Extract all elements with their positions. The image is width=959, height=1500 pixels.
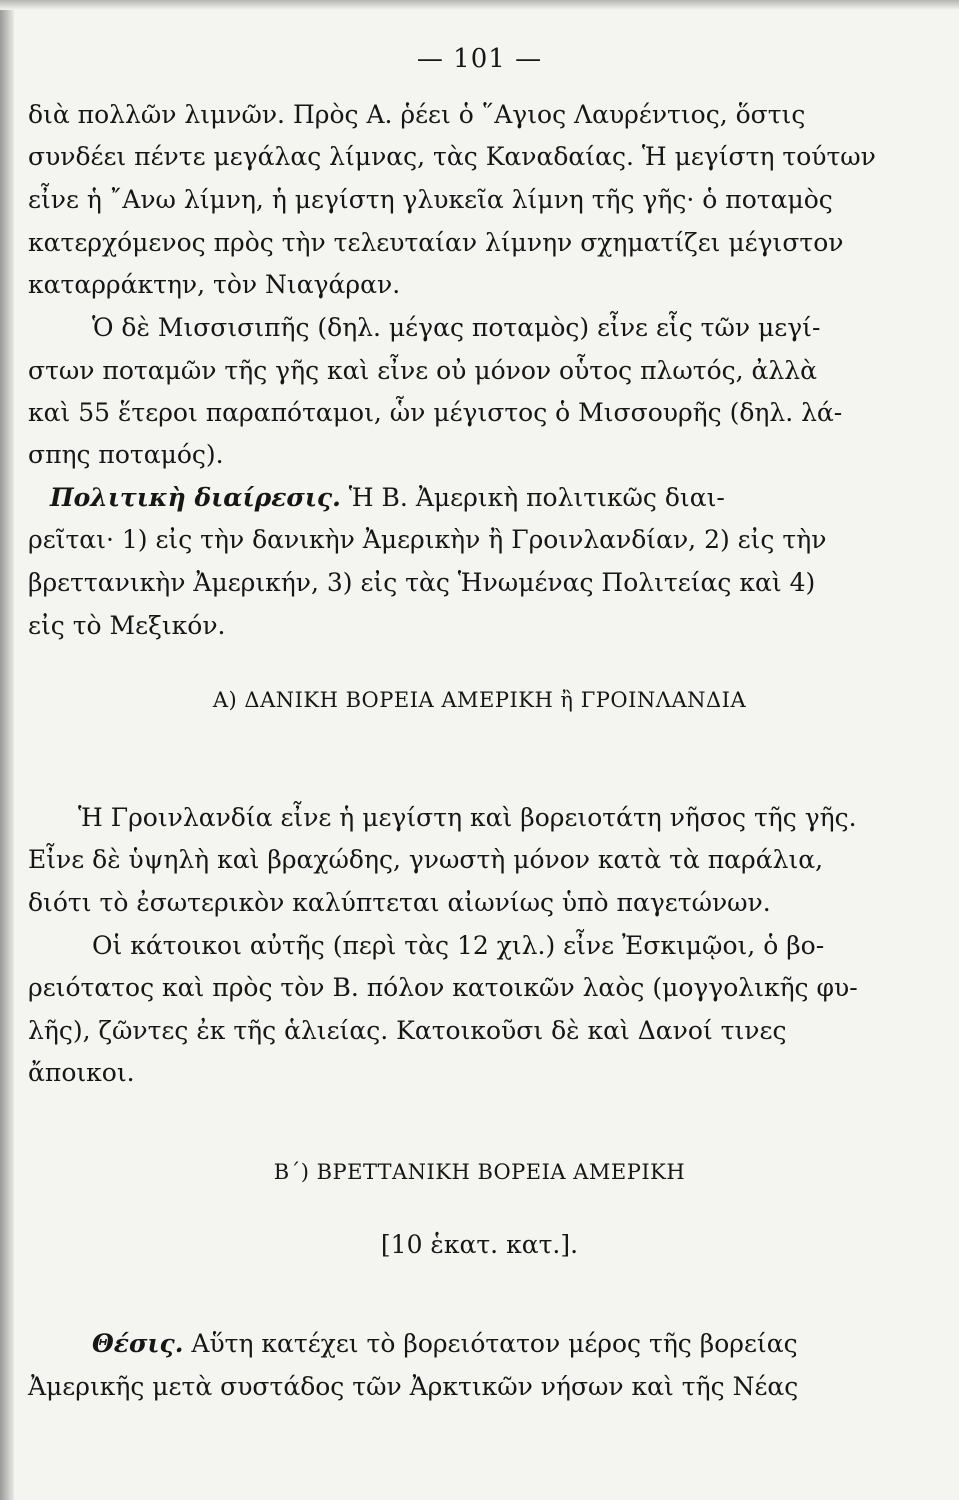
text-line: λῆς), ζῶντες ἐκ τῆς ἁλιείας. Κατοικοῦσι δὲ καὶ Δανοί τινες <box>28 1016 787 1045</box>
page-binding-shadow <box>0 0 14 1500</box>
text-line: στων ποταμῶν τῆς γῆς καὶ εἶνε οὐ μόνον οὗτος πλωτός, ἀλλὰ <box>28 356 817 385</box>
text-line: συνδέει πέντε μεγάλας λίμνας, τὰς Καναδαίας. Ἡ μεγίστη τούτων <box>28 142 876 171</box>
text-line: Ἀμερικῆς μετὰ συστάδος τῶν Ἀρκτικῶν νήσων καὶ τῆς Νέας <box>28 1372 799 1401</box>
section-heading-danish-america: Α) ΔΑΝΙΚΗ ΒΟΡΕΙΑ ΑΜΕΡΙΚΗ ἢ ΓΡΟΙΝΛΑΝΔΙΑ <box>212 688 747 712</box>
text-line: Ὁ δὲ Μισσισιπῆς (δηλ. μέγας ποταμὸς) εἶνε εἷς τῶν μεγί- <box>92 313 821 342</box>
section-label-political-division: Πολιτικὴ διαίρεσις. <box>50 483 341 512</box>
section-label-position: Θέσις. <box>92 1329 184 1358</box>
text-line: ἄποικοι. <box>28 1058 135 1087</box>
text-line: διὰ πολλῶν λιμνῶν. Πρὸς Α. ῥέει ὁ ῞Αγιος Λαυρέντιος, ὅστις <box>28 100 806 129</box>
text-line: βρεττανικὴν Ἀμερικήν, 3) εἰς τὰς Ἡνωμένας Πολιτείας καὶ 4) <box>28 568 816 597</box>
text-line <box>50 481 725 515</box>
section-heading-british-america: Β΄) ΒΡΕΤΤΑΝΙΚΗ ΒΟΡΕΙΑ ΑΜΕΡΙΚΗ <box>273 1160 686 1184</box>
text-line: σπης ποταμός). <box>28 440 224 469</box>
page-top-edge <box>0 0 959 10</box>
text-line <box>92 1327 798 1361</box>
text-line: διότι τὸ ἐσωτερικὸν καλύπτεται αἰωνίως ὑπὸ παγετώνων. <box>28 888 771 917</box>
text-line: καταρράκτην, τὸν Νιαγάραν. <box>28 270 401 299</box>
page-number: — 101 — <box>416 44 543 74</box>
text-line: ρεῖται· 1) εἰς τὴν δανικὴν Ἀμερικὴν ἢ Γροινλανδίαν, 2) εἰς τὴν <box>28 525 827 554</box>
text-line: Εἶνε δὲ ὑψηλὴ καὶ βραχώδης, γνωστὴ μόνον κατὰ τὰ παράλια, <box>28 845 824 874</box>
text-line-rest: Ἡ Β. Ἀμερικὴ πολιτικῶς διαι- <box>340 483 725 512</box>
text-line-rest: Αὕτη κατέχει τὸ βορειότατον μέρος τῆς βορείας <box>183 1329 798 1358</box>
text-line: εἶνε ἡ ῎Ανω λίμνη, ἡ μεγίστη γλυκεῖα λίμνη τῆς γῆς· ὁ ποταμὸς <box>28 185 833 214</box>
text-line: κατερχόμενος πρὸς τὴν τελευταίαν λίμνην σχηματίζει μέγιστον <box>28 228 844 257</box>
text-line: καὶ 55 ἕτεροι παραπόταμοι, ὧν μέγιστος ὁ Μισσουρῆς (δηλ. λά- <box>28 398 843 427</box>
text-line: Οἱ κάτοικοι αὐτῆς (περὶ τὰς 12 χιλ.) εἶνε Ἐσκιμῷοι, ὁ βο- <box>92 931 825 960</box>
text-line: Ἡ Γροινλανδία εἶνε ἡ μεγίστη καὶ βορειοτάτη νῆσος τῆς γῆς. <box>78 803 857 832</box>
population-note: [10 ἑκατ. κατ.]. <box>380 1230 579 1259</box>
text-line: ρειότατος καὶ πρὸς τὸν Β. πόλον κατοικῶν λαὸς (μογγολικῆς φυ- <box>28 973 858 1002</box>
text-line: εἰς τὸ Μεξικόν. <box>28 611 226 640</box>
